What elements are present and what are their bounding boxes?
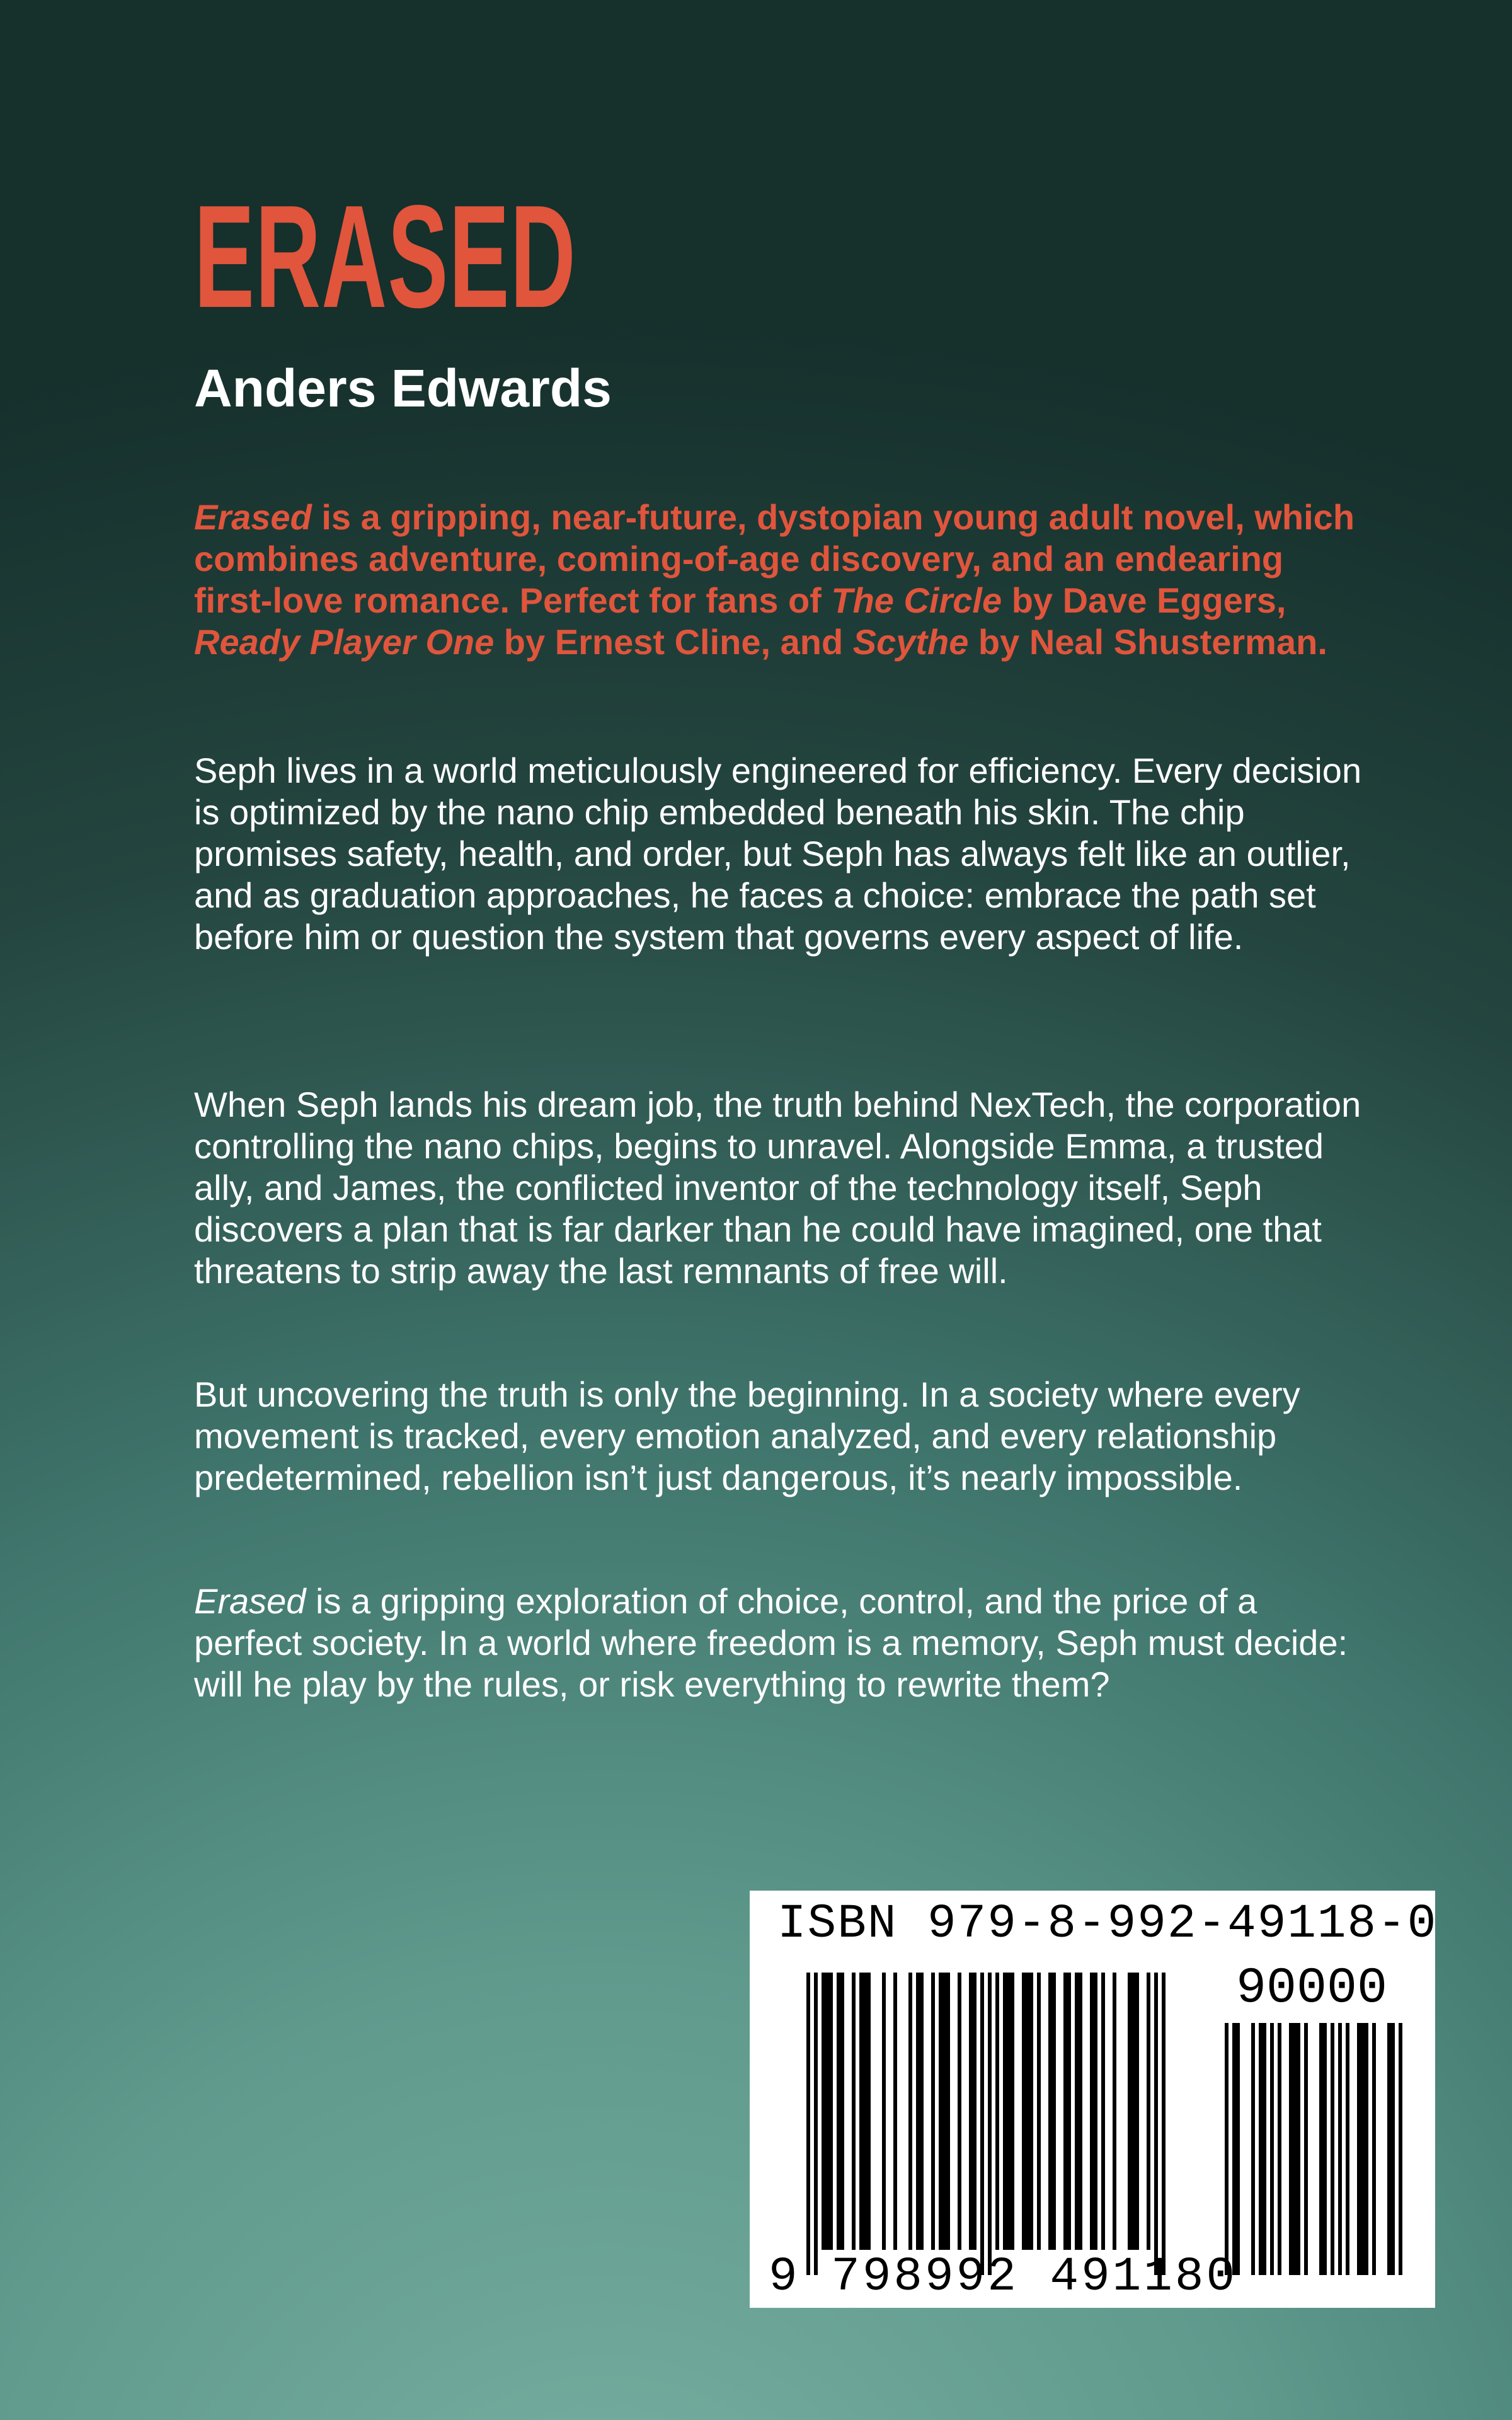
tagline-text: by Dave Eggers, [1002,580,1286,620]
barcode-bar [1232,2023,1236,2275]
barcode-bar [1357,2023,1361,2275]
barcode-bar [1323,2023,1327,2275]
tagline-book-ref: Ready Player One [194,622,495,662]
barcode-bar [1361,2023,1365,2275]
closing-title-ref: Erased [194,1581,306,1621]
barcode-bar [946,1973,950,2250]
barcode-bar [1278,2023,1281,2275]
synopsis-paragraph-1: Seph lives in a world meticulously engineered for efficiency. Every decision is optimized by the nano chip embedded beneath his skin. The chip promises safety, health, and order, but Seph has always felt like an outlier, and as graduation approaches, he faces a choice: embrace the path set before him or question the system that governs every aspect of life. [194,751,1362,957]
barcode-bar [1131,1973,1135,2250]
barcode-bar [942,1973,946,2250]
isbn-label: ISBN 979-8-992-49118-0 [777,1897,1438,1951]
barcode-bar [1101,1973,1105,2250]
closing-text: is a gripping exploration of choice, control, and the price of a perfect society. In a world where freedom is a memory, Seph must decide: will he play by the rules, or risk everything to rewrite them? [194,1581,1348,1704]
ean13-barcode [806,1973,1191,2288]
barcode-bar [1297,2023,1300,2275]
barcode-bar [1007,1973,1011,2250]
barcode-bar [908,1973,912,2250]
barcode-bar [825,1973,829,2250]
tagline-paragraph [194,497,1366,663]
barcode-bar [1331,2023,1334,2275]
synopsis-paragraph-4 [194,1581,1366,1705]
tagline-text: is a gripping, near-future, dystopian young adult novel, which combines adventure, coming-of-age discovery, and an endearing first-love romance. Perfect for fans of [194,497,1355,620]
barcode-bar [1236,2023,1240,2275]
barcode-bar [1029,1973,1033,2250]
barcode-bar [1090,1973,1094,2250]
barcode-bar [995,1973,999,2250]
barcode-bar [1372,2023,1376,2275]
barcode-bar [920,1973,924,2250]
barcode-bar [882,1973,886,2250]
barcode-bar [1094,1973,1097,2250]
tagline-text: by Ernest Cline, and [494,622,853,662]
barcode-bar [1022,1973,1026,2250]
barcode-bar [852,1973,856,2250]
barcode-bar [958,1973,961,2250]
barcode-bar [1263,2023,1266,2275]
barcode-bar [806,1973,810,2275]
barcode-bar [814,1973,818,2275]
author-name: Anders Edwards [194,359,612,418]
barcode-bar [1293,2023,1297,2275]
isbn-barcode-block [750,1891,1438,2308]
barcode-bar [1338,2023,1342,2275]
barcode-bar [1063,1973,1067,2250]
barcode-bar [969,1973,973,2250]
barcode-bar [1128,1973,1131,2250]
barcode-bar [829,1973,833,2250]
tagline-title-ref: Erased [194,497,312,537]
synopsis-paragraph-3: But uncovering the truth is only the beginning. In a society where every movement is tracked, every emotion analyzed, and every relationship predetermined, rebellion isn’t just dangerous, it’s nearly impossible. [194,1374,1300,1497]
barcode-bar [973,1973,976,2250]
addon-barcode [1221,2023,1410,2288]
barcode-bar [1052,1973,1056,2250]
barcode-bar [1135,1973,1139,2250]
barcode-bar [1162,1973,1166,2275]
barcode-bar [863,1973,867,2250]
barcode-bar [1113,1973,1116,2250]
barcode-bar [1225,2023,1228,2275]
barcode-bar [893,1973,897,2250]
barcode-bar [1075,1973,1079,2250]
barcode-bar [1319,2023,1323,2275]
barcode-bar [1289,2023,1293,2275]
ean-digits: 9 798992 491180 [769,2250,1238,2304]
barcode-bar [1259,2023,1263,2275]
barcode-bar [1399,2023,1402,2275]
tagline-book-ref: Scythe [852,622,969,662]
barcode-bar [1067,1973,1071,2250]
barcode-bar [1011,1973,1014,2250]
tagline-book-ref: The Circle [831,580,1002,620]
barcode-bar [1079,1973,1082,2250]
barcode-bar [931,1973,935,2250]
barcode-bar [1270,2023,1274,2275]
barcode-bar [1346,2023,1349,2275]
barcode-bar [988,1973,992,2275]
barcode-bar [916,1973,920,2250]
barcode-bar [837,1973,840,2250]
tagline-text: by Neal Shusterman. [968,622,1327,662]
barcode-bar [859,1973,863,2250]
barcode-bar [1037,1973,1041,2250]
barcode-bar [1154,1973,1158,2275]
barcode-bar [1304,2023,1308,2275]
barcode-bar [1003,1973,1007,2250]
barcode-bar [867,1973,871,2250]
barcode-bar [1026,1973,1029,2250]
barcode-bar [1251,2023,1255,2275]
barcode-bar [939,1973,942,2250]
barcode-bar [822,1973,825,2250]
barcode-bar [1048,1973,1052,2250]
barcode-bar [980,1973,984,2275]
book-title: ERASED [194,175,576,338]
price-code-label: 90000 [1236,1960,1388,2017]
barcode-bar [1147,1973,1150,2250]
barcode-bar [1387,2023,1391,2275]
barcode-bar [1391,2023,1395,2275]
barcode-bar [1365,2023,1368,2275]
barcode-bar [840,1973,844,2250]
synopsis-paragraph-2: When Seph lands his dream job, the truth behind NexTech, the corporation controlling the nano chips, begins to unravel. Alongside Emma, a trusted ally, and James, the conflicted inventor of the technology itself, Seph discovers a plan that is far darker than he could have imagined, one that threatens to strip away the last remnants of free will. [194,1085,1361,1291]
